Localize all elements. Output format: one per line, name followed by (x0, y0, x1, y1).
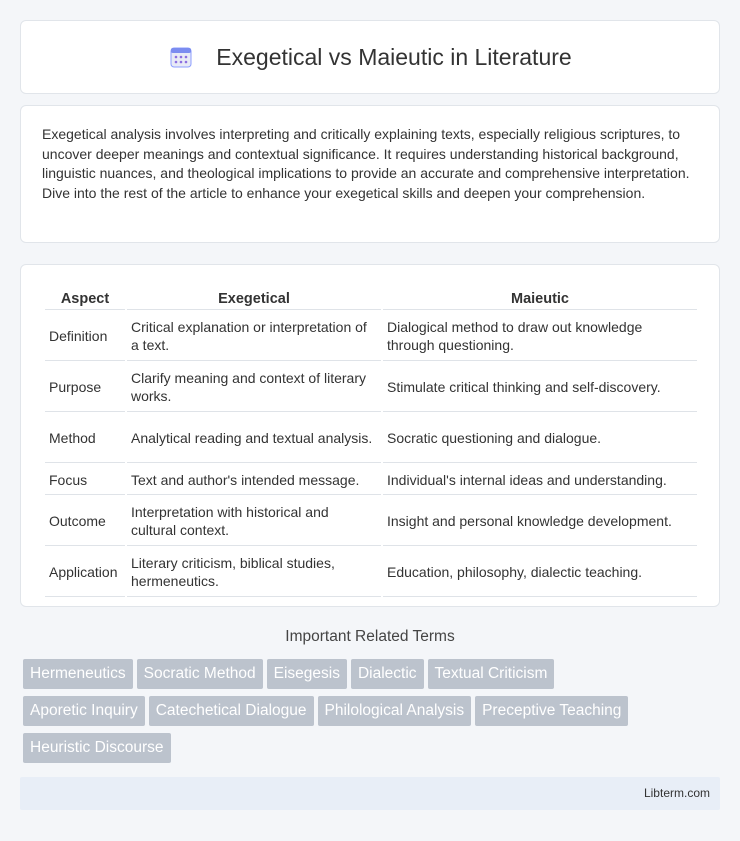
tag-preceptive-teaching[interactable]: Preceptive Teaching (475, 696, 628, 726)
row-exegetical: Interpretation with historical and cultural context. (127, 497, 381, 546)
table-row (45, 497, 697, 546)
tag-hermeneutics[interactable]: Hermeneutics (23, 659, 133, 689)
row-maieutic: Education, philosophy, dialectic teaching. (383, 548, 697, 597)
intro-paragraph: Exegetical analysis involves interpreting and critically explaining texts, especially religious scriptures, to uncover deeper meanings and contextual significance. It requires understanding historical background, linguistic nuances, and theological implications to provide an accurate and comprehensive interpretation. Dive into the rest of the article to enhance your exegetical skills and deepen your comprehension. (42, 126, 690, 201)
comparison-card (20, 264, 720, 607)
row-aspect: Application (45, 548, 125, 597)
row-exegetical: Critical explanation or interpretation of a text. (127, 312, 381, 361)
tag-dialectic[interactable]: Dialectic (351, 659, 424, 689)
table-row (45, 548, 697, 597)
row-exegetical: Clarify meaning and context of literary works. (127, 363, 381, 412)
row-maieutic: Insight and personal knowledge development. (383, 497, 697, 546)
table-row (45, 312, 697, 361)
tag-textual-criticism[interactable]: Textual Criticism (428, 659, 555, 689)
page-title: Exegetical vs Maieutic in Literature (216, 43, 572, 70)
row-maieutic: Dialogical method to draw out knowledge through questioning. (383, 312, 697, 361)
row-maieutic: Stimulate critical thinking and self-discovery. (383, 363, 697, 412)
related-terms-list (23, 659, 723, 770)
row-aspect: Method (45, 414, 125, 463)
table-header-row (45, 289, 697, 310)
tag-socratic-method[interactable]: Socratic Method (137, 659, 263, 689)
tag-aporetic-inquiry[interactable]: Aporetic Inquiry (23, 696, 145, 726)
related-terms-title: Important Related Terms (285, 628, 455, 645)
row-aspect: Definition (45, 312, 125, 361)
header-maieutic: Maieutic (383, 289, 697, 310)
row-aspect: Focus (45, 465, 125, 495)
row-aspect: Outcome (45, 497, 125, 546)
title-card (20, 20, 720, 94)
tag-philological-analysis[interactable]: Philological Analysis (318, 696, 472, 726)
row-exegetical: Text and author's intended message. (127, 465, 381, 495)
row-aspect: Purpose (45, 363, 125, 412)
intro-card (20, 105, 720, 243)
table-row (45, 465, 697, 495)
tag-eisegesis[interactable]: Eisegesis (267, 659, 347, 689)
tag-catechetical-dialogue[interactable]: Catechetical Dialogue (149, 696, 314, 726)
row-exegetical: Analytical reading and textual analysis. (127, 414, 381, 463)
header-exegetical: Exegetical (127, 289, 381, 310)
row-maieutic: Socratic questioning and dialogue. (383, 414, 697, 463)
table-row (45, 414, 697, 463)
table-row (45, 363, 697, 412)
header-aspect: Aspect (45, 289, 125, 310)
row-exegetical: Literary criticism, biblical studies, hermeneutics. (127, 548, 381, 597)
row-maieutic: Individual's internal ideas and understanding. (383, 465, 697, 495)
footer (20, 777, 720, 810)
tag-heuristic-discourse[interactable]: Heuristic Discourse (23, 733, 171, 763)
comparison-table (43, 287, 699, 599)
calendar-icon (168, 44, 194, 70)
footer-site-link[interactable]: Libterm.com (643, 786, 710, 800)
